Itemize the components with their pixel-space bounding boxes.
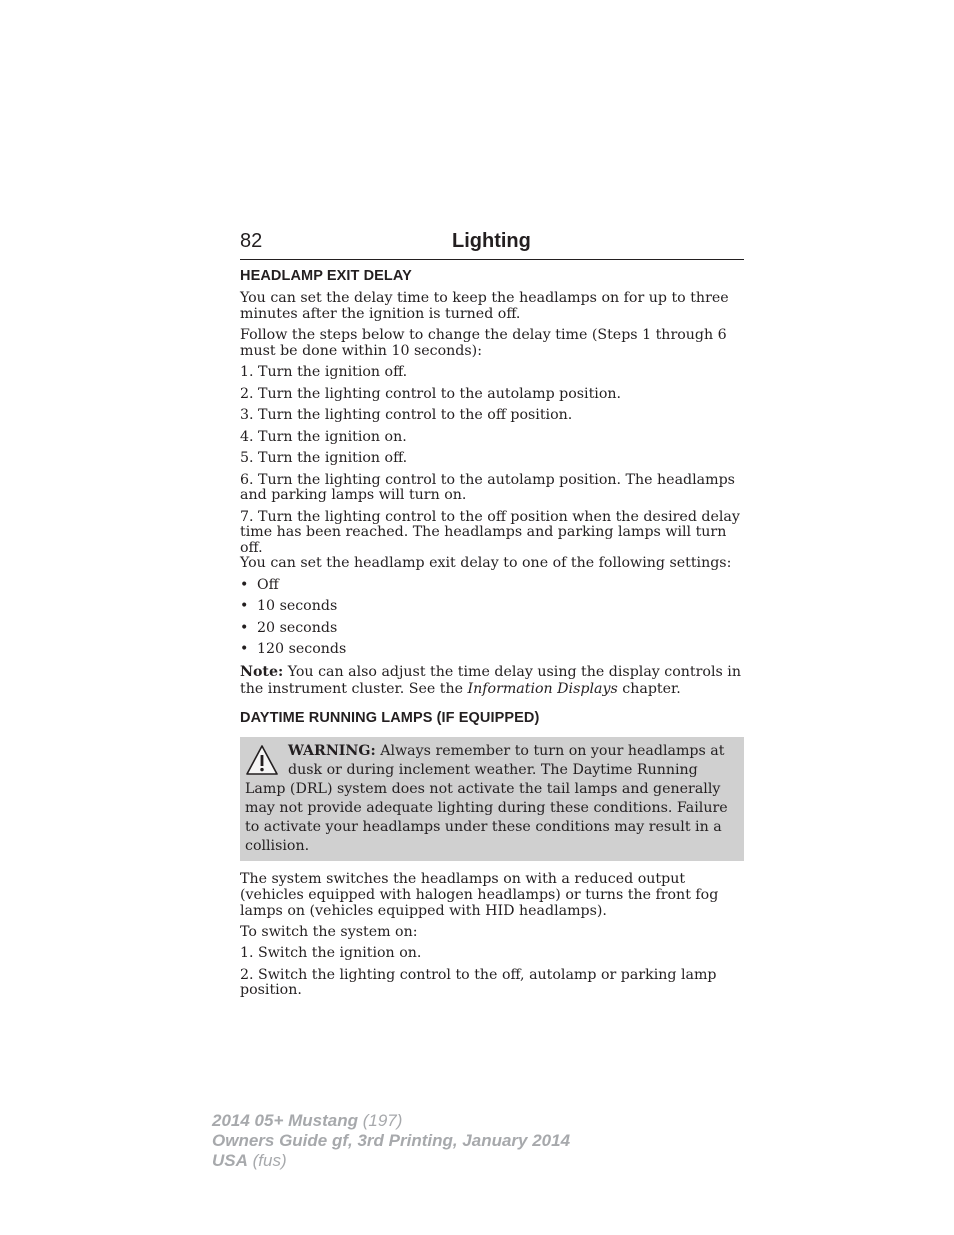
paragraph-steps-intro: Follow the steps below to change the delay time (Steps 1 through 6 must be done within 10 seconds): (240, 327, 727, 359)
page-number: 82 (240, 230, 263, 252)
settings-list (240, 578, 744, 658)
footer-line-guide (212, 1131, 570, 1151)
paragraph-intro: You can set the delay time to keep the headlamps on for up to three minutes after the ignition is turned off. (240, 290, 729, 322)
note-text-end: chapter. (617, 680, 681, 697)
bullet-icon: • (240, 619, 249, 636)
footer-region: USA (212, 1151, 248, 1170)
paragraph-description: The system switches the headlamps on with a reduced output (vehicles equipped with halogen headlamps) or turns the front fog lamps on (vehicles equipped with HID headlamps). (240, 870, 719, 919)
step-4: 4. Turn the ignition on. (240, 428, 407, 445)
footer-line-region (212, 1151, 570, 1171)
setting-label: 20 seconds (257, 619, 338, 636)
setting-label: 10 seconds (257, 598, 338, 614)
warning-box (240, 737, 744, 861)
footer-region-code: (fus) (247, 1151, 287, 1170)
page-footer (212, 1111, 570, 1171)
page-content (240, 268, 744, 1005)
section-heading-daytime-running-lamps: DAYTIME RUNNING LAMPS (IF EQUIPPED) (240, 709, 540, 726)
step-7: 7. Turn the lighting control to the off position when the desired delay time has been reached. The headlamps and parking lamps will turn off. (240, 508, 740, 556)
step-6: 6. Turn the lighting control to the autolamp position. The headlamps and parking lamps will turn on. (240, 471, 735, 503)
chapter-reference: Information Displays (467, 680, 618, 697)
bullet-icon: • (240, 576, 249, 593)
note-label: Note: (240, 663, 284, 680)
list-item (240, 642, 744, 658)
setting-label: 120 seconds (257, 641, 347, 657)
paragraph-settings-intro: You can set the headlamp exit delay to one of the following settings: (240, 555, 732, 571)
switch-step-1: 1. Switch the ignition on. (240, 945, 422, 961)
step-1: 1. Turn the ignition off. (240, 364, 408, 380)
footer-vehicle-code: (197) (358, 1111, 403, 1130)
warning-label: WARNING: (288, 742, 376, 759)
note-text: You can also adjust the time delay using the display controls in the instrument cluster. See the (240, 663, 741, 697)
page-title: Lighting (452, 230, 531, 252)
setting-label: Off (257, 576, 279, 593)
warning-triangle-icon (245, 744, 279, 778)
step-5: 5. Turn the ignition off. (240, 450, 408, 466)
paragraph-switch-intro: To switch the system on: (240, 923, 418, 940)
footer-line-vehicle (212, 1111, 570, 1131)
list-item (240, 578, 744, 594)
switch-step-2: 2. Switch the lighting control to the off, autolamp or parking lamp position. (240, 966, 717, 998)
footer-guide: Owners Guide gf, 3rd Printing, January 2014 (212, 1131, 571, 1150)
page-header (240, 229, 744, 260)
bullet-icon: • (240, 598, 249, 614)
note-paragraph (240, 664, 744, 698)
step-3: 3. Turn the lighting control to the off position. (240, 407, 573, 423)
list-item (240, 621, 744, 637)
bullet-icon: • (240, 641, 249, 657)
footer-vehicle: 2014 05+ Mustang (212, 1111, 358, 1130)
step-2: 2. Turn the lighting control to the autolamp position. (240, 385, 622, 402)
list-item (240, 599, 744, 615)
section-heading-headlamp-exit-delay: HEADLAMP EXIT DELAY (240, 268, 412, 284)
warning-text: Always remember to turn on your headlamps at dusk or during inclement weather. The Daytime Running Lamp (DRL) system does not activate the tail lamps and generally may not provide adequate lighting during these conditions. Failure to activate your headlamps under these conditions may result in a collision. (245, 742, 728, 854)
